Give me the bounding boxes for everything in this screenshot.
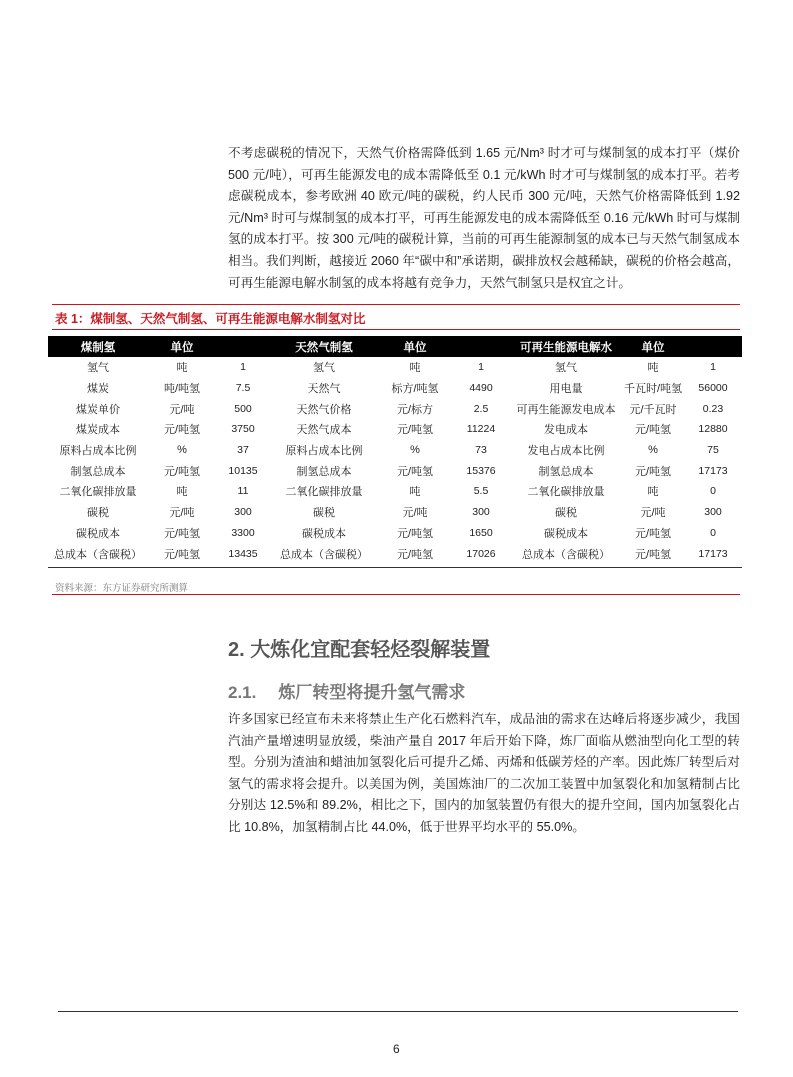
header-cell: 煤制氢 — [48, 336, 148, 357]
table-row — [48, 481, 742, 502]
table-cell: 0.23 — [702, 402, 724, 415]
table-row — [48, 523, 742, 544]
intro-paragraph: 不考虑碳税的情况下，天然气价格需降低到 1.65 元/Nm³ 时才可与煤制氢的成本打平（煤价 500 元/吨），可再生能源发电的成本需降低至 0.1 元/kWh 时才可与煤制氢的成本打平。若考虑碳税成本，参考欧洲 40 欧元/吨的碳税，约人民币 300 元/吨，天然气价格需降低到 1.92 元/Nm³ 时可与煤制氢的成本打平，可再生能源发电的成本需降低至 0.16 元/kWh 时可与煤制氢的成本打平。按 300 元/吨的碳税计算，当前的可再生能源制氢的成本已与天然气制氢成本相当。我们判断，越接近 2060 年“碳中和”承诺期，碳排放权会越稀缺，碳税的价格会越高，可再生能源电解水制氢的成本将越有竞争力，天然气制氢只是权宜之计。 — [228, 146, 740, 290]
table-cell: 17026 — [466, 547, 496, 560]
table-cell: 0 — [710, 526, 716, 539]
table-cell: 5.5 — [473, 485, 489, 498]
table-cell: 1 — [478, 361, 484, 374]
table-cell: 元/吨氢 — [634, 424, 672, 437]
table-cell: 元/吨 — [169, 403, 195, 416]
table-cell: 56000 — [698, 382, 728, 395]
subsection-title: 炼厂转型将提升氢气需求 — [278, 683, 466, 702]
table-cell: 37 — [237, 444, 249, 457]
table-cell: 13435 — [228, 547, 258, 560]
table-cell: 300 — [704, 506, 722, 519]
table-cell: 元/吨 — [402, 507, 428, 520]
table-cell: 氢气 — [313, 362, 335, 375]
table-cell: 氢气 — [87, 362, 109, 375]
table-cell: % — [177, 444, 187, 457]
table-cell: 氢气 — [555, 362, 577, 375]
table-cell: 元/吨氢 — [163, 527, 201, 540]
table-cell: 二氧化碳排放量 — [59, 486, 137, 499]
table-cell: 0 — [710, 485, 716, 498]
table-cell: 可再生能源发电成本 — [516, 403, 616, 416]
table-cell: 二氧化碳排放量 — [285, 486, 363, 499]
header-cell: 单位 — [148, 336, 216, 357]
table-title: 表 1：煤制氢、天然气制氢、可再生能源电解水制氢对比 — [55, 312, 366, 326]
table-cell: 制氢总成本 — [296, 465, 352, 478]
table-cell: 元/吨氢 — [396, 527, 434, 540]
page-number: 6 — [393, 1042, 400, 1056]
table-cell: 元/吨氢 — [396, 424, 434, 437]
table-cell: 10135 — [228, 464, 258, 477]
table-cell: 碳税成本 — [544, 527, 588, 540]
subsection-heading — [228, 678, 465, 703]
table-cell: 二氧化碳排放量 — [527, 486, 605, 499]
header-cell: 单位 — [378, 336, 452, 357]
table-cell: 吨 — [647, 362, 659, 375]
table-cell: 吨 — [176, 362, 188, 375]
table-row — [48, 357, 742, 378]
table-cell: 73 — [475, 444, 487, 457]
table-cell: 吨/吨氢 — [163, 383, 201, 396]
table-bottom-rule — [48, 567, 742, 568]
table-cell: 500 — [234, 402, 252, 415]
source-rule — [52, 594, 740, 595]
table-cell: 元/吨氢 — [634, 465, 672, 478]
table-cell: 吨 — [409, 486, 421, 499]
section-heading: 2. 大炼化宜配套轻烃裂解装置 — [228, 639, 491, 661]
table-cell: 原料占成本比例 — [285, 445, 363, 458]
table-cell: 3750 — [231, 423, 255, 436]
table-cell: 碳税成本 — [76, 527, 120, 540]
table-row — [48, 460, 742, 481]
table-cell: 7.5 — [235, 382, 251, 395]
table-cell: 煤炭成本 — [76, 424, 120, 437]
table-cell: 4490 — [469, 382, 493, 395]
table-cell: 元/吨 — [640, 507, 666, 520]
table-row — [48, 378, 742, 399]
table-row — [48, 502, 742, 523]
table-cell: % — [648, 444, 658, 457]
table-cell: 制氢总成本 — [70, 465, 126, 478]
table-cell: 碳税 — [87, 507, 109, 520]
table-cell: 元/吨氢 — [396, 548, 434, 561]
table-cell: 吨 — [176, 486, 188, 499]
footer-rule — [58, 1011, 738, 1012]
table-cell: 元/吨氢 — [163, 465, 201, 478]
table-cell: 元/吨氢 — [634, 548, 672, 561]
table-cell: 碳税成本 — [302, 527, 346, 540]
table-cell: 总成本（含碳税） — [280, 548, 368, 561]
table-cell: 元/千瓦时 — [629, 403, 677, 416]
header-cell — [684, 336, 742, 357]
table-cell: 1 — [240, 361, 246, 374]
table-cell: 17173 — [698, 547, 728, 560]
table-cell: % — [410, 444, 420, 457]
comparison-table — [48, 336, 742, 564]
table-top-rule — [52, 304, 740, 305]
table-cell: 碳税 — [313, 507, 335, 520]
subsection-number: 2.1. — [228, 683, 257, 702]
table-cell: 用电量 — [549, 383, 583, 396]
table-cell: 元/吨 — [169, 507, 195, 520]
table-cell: 300 — [234, 506, 252, 519]
table-cell: 元/吨氢 — [396, 465, 434, 478]
table-cell: 千瓦时/吨氢 — [623, 383, 683, 396]
table-cell: 3300 — [231, 526, 255, 539]
table-source: 资料来源：东方证券研究所测算 — [55, 583, 189, 594]
table-cell: 11224 — [466, 423, 496, 436]
header-cell: 可再生能源电解水 — [510, 336, 622, 357]
table-cell: 制氢总成本 — [538, 465, 594, 478]
table-cell: 2.5 — [473, 402, 489, 415]
table-row — [48, 440, 742, 461]
table-cell: 天然气成本 — [296, 424, 352, 437]
table-cell: 标方/吨氢 — [391, 383, 439, 396]
header-cell — [216, 336, 270, 357]
header-cell — [452, 336, 510, 357]
table-cell: 元/吨氢 — [163, 424, 201, 437]
table-row — [48, 419, 742, 440]
table-cell: 15376 — [466, 464, 496, 477]
table-cell: 煤炭 — [87, 383, 109, 396]
table-cell: 元/吨氢 — [634, 527, 672, 540]
table-cell: 元/标方 — [396, 403, 434, 416]
table-cell: 17173 — [698, 464, 728, 477]
table-cell: 煤炭单价 — [76, 403, 120, 416]
header-cell: 天然气制氢 — [270, 336, 378, 357]
table-cell: 300 — [472, 506, 490, 519]
table-cell: 发电成本 — [544, 424, 588, 437]
body-paragraph: 许多国家已经宣布未来将禁止生产化石燃料汽车，成品油的需求在达峰后将逐步减少，我国汽油产量增速明显放缓，柴油产量自 2017 年后开始下降，炼厂面临从燃油型向化工型的转型。分别为渣油和蜡油加氢裂化后可提升乙烯、丙烯和低碳芳烃的产率。因此炼厂转型后对氢气的需求将会提升。以美国为例，美国炼油厂的二次加工装置中加氢裂化和加氢精制占比分别达 12.5%和 89.2%，相比之下，国内的加氢装置仍有很大的提升空间，国内加氢裂化占比 10.8%，加氢精制占比 44.0%，低于世界平均水平的 55.0%。 — [228, 712, 740, 834]
table-title-rule — [52, 329, 740, 330]
table-cell: 天然气价格 — [296, 403, 352, 416]
table-cell: 碳税 — [555, 507, 577, 520]
table-cell: 吨 — [647, 486, 659, 499]
header-cell: 单位 — [622, 336, 684, 357]
table-cell: 吨 — [409, 362, 421, 375]
table-cell: 1 — [710, 361, 716, 374]
table-cell: 12880 — [698, 423, 728, 436]
table-cell: 11 — [237, 485, 249, 498]
table-cell: 总成本（含碳税） — [54, 548, 142, 561]
table-cell: 总成本（含碳税） — [522, 548, 610, 561]
table-cell: 原料占成本比例 — [59, 445, 137, 458]
table-cell: 75 — [707, 444, 719, 457]
table-row — [48, 543, 742, 564]
table-cell: 1650 — [469, 526, 493, 539]
table-cell: 发电占成本比例 — [527, 445, 605, 458]
table-cell: 元/吨氢 — [163, 548, 201, 561]
table-cell: 天然气 — [307, 383, 341, 396]
table-header-row — [48, 336, 742, 357]
table-row — [48, 398, 742, 419]
